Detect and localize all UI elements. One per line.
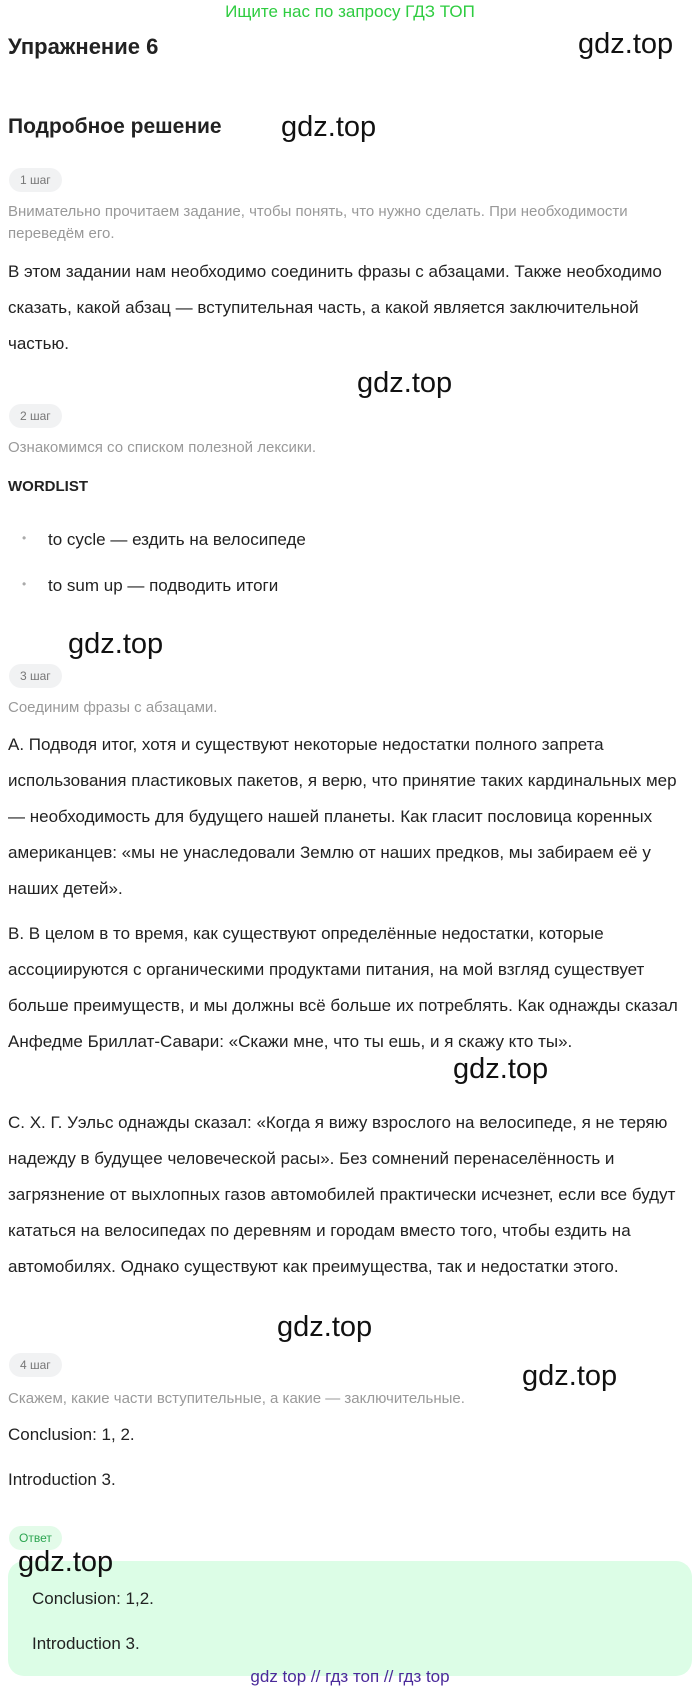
step-4-label: 4 шаг: [9, 1353, 62, 1377]
step-3-label: 3 шаг: [9, 664, 62, 688]
wordlist-item: to cycle — ездить на велосипеде: [48, 530, 306, 549]
step-2-hint: Ознакомимся со списком полезной лексики.: [8, 439, 317, 456]
watermark: gdz.top: [18, 1546, 114, 1578]
watermark: gdz.top: [578, 28, 674, 60]
step-3-hint: Соединим фразы с абзацами.: [8, 699, 218, 716]
list-item: [22, 529, 26, 547]
bullet-icon: •: [22, 577, 27, 591]
watermark: gdz.top: [281, 111, 377, 143]
exercise-title: Упражнение 6: [8, 34, 159, 59]
wordlist-item: to sum up — подводить итоги: [48, 576, 279, 595]
answer-label: Ответ: [9, 1526, 62, 1550]
paragraph-a: A. Подводя итог, хотя и существуют некоторые недостатки полного запрета использования пластиковых пакетов, я верю, что принятие таких кардинальных мер — необходимость для будущего нашей планеты. Как гласит пословица коренных американцев: «мы не унаследовали Землю от наших предков, мы забираем её у наших детей».: [8, 735, 677, 898]
step-1-hint: Внимательно прочитаем задание, чтобы понять, что нужно сделать. При необходимости переведём его.: [8, 203, 628, 242]
list-item: [22, 575, 26, 593]
answer-introduction: Introduction 3.: [32, 1634, 140, 1653]
solution-title: Подробное решение: [8, 115, 222, 138]
top-banner[interactable]: Ищите нас по запросу ГДЗ ТОП: [225, 2, 475, 21]
bullet-icon: •: [22, 531, 27, 545]
watermark: gdz.top: [68, 628, 164, 660]
step-4-introduction: Introduction 3.: [8, 1470, 116, 1489]
watermark: gdz.top: [357, 367, 453, 399]
footer-links[interactable]: gdz top // гдз топ // гдз top: [250, 1667, 450, 1686]
answer-conclusion: Conclusion: 1,2.: [32, 1589, 154, 1608]
step-1-label: 1 шаг: [9, 168, 62, 192]
paragraph-c: C. Х. Г. Уэльс однажды сказал: «Когда я вижу взрослого на велосипеде, я не теряю надежду в будущее человеческой расы». Без сомнений перенаселённость и загрязнение от выхлопных газов автомобилей практически исчезнет, если все будут кататься на велосипедах по деревням и городам вместо того, чтобы ездить на автомобилях. Однако существуют как преимущества, так и недостатки этого.: [8, 1113, 676, 1276]
paragraph-b: B. В целом в то время, как существуют определённые недостатки, которые ассоциируются с органическими продуктами питания, на мой взгляд существует больше преимуществ, и мы должны всё больше их потреблять. Как однажды сказал Анфедме Бриллат-Савари: «Скажи мне, что ты ешь, и я скажу кто ты».: [8, 924, 678, 1051]
watermark: gdz.top: [277, 1311, 373, 1343]
step-2-label: 2 шаг: [9, 404, 62, 428]
watermark: gdz.top: [453, 1053, 549, 1085]
step-1-text: В этом задании нам необходимо соединить фразы с абзацами. Также необходимо сказать, какой абзац — вступительная часть, а какой является заключительной частью.: [8, 262, 662, 353]
wordlist-title: WORDLIST: [8, 478, 88, 495]
step-4-hint: Скажем, какие части вступительные, а какие — заключительные.: [8, 1390, 465, 1407]
step-4-conclusion: Conclusion: 1, 2.: [8, 1425, 135, 1444]
watermark: gdz.top: [522, 1360, 618, 1392]
